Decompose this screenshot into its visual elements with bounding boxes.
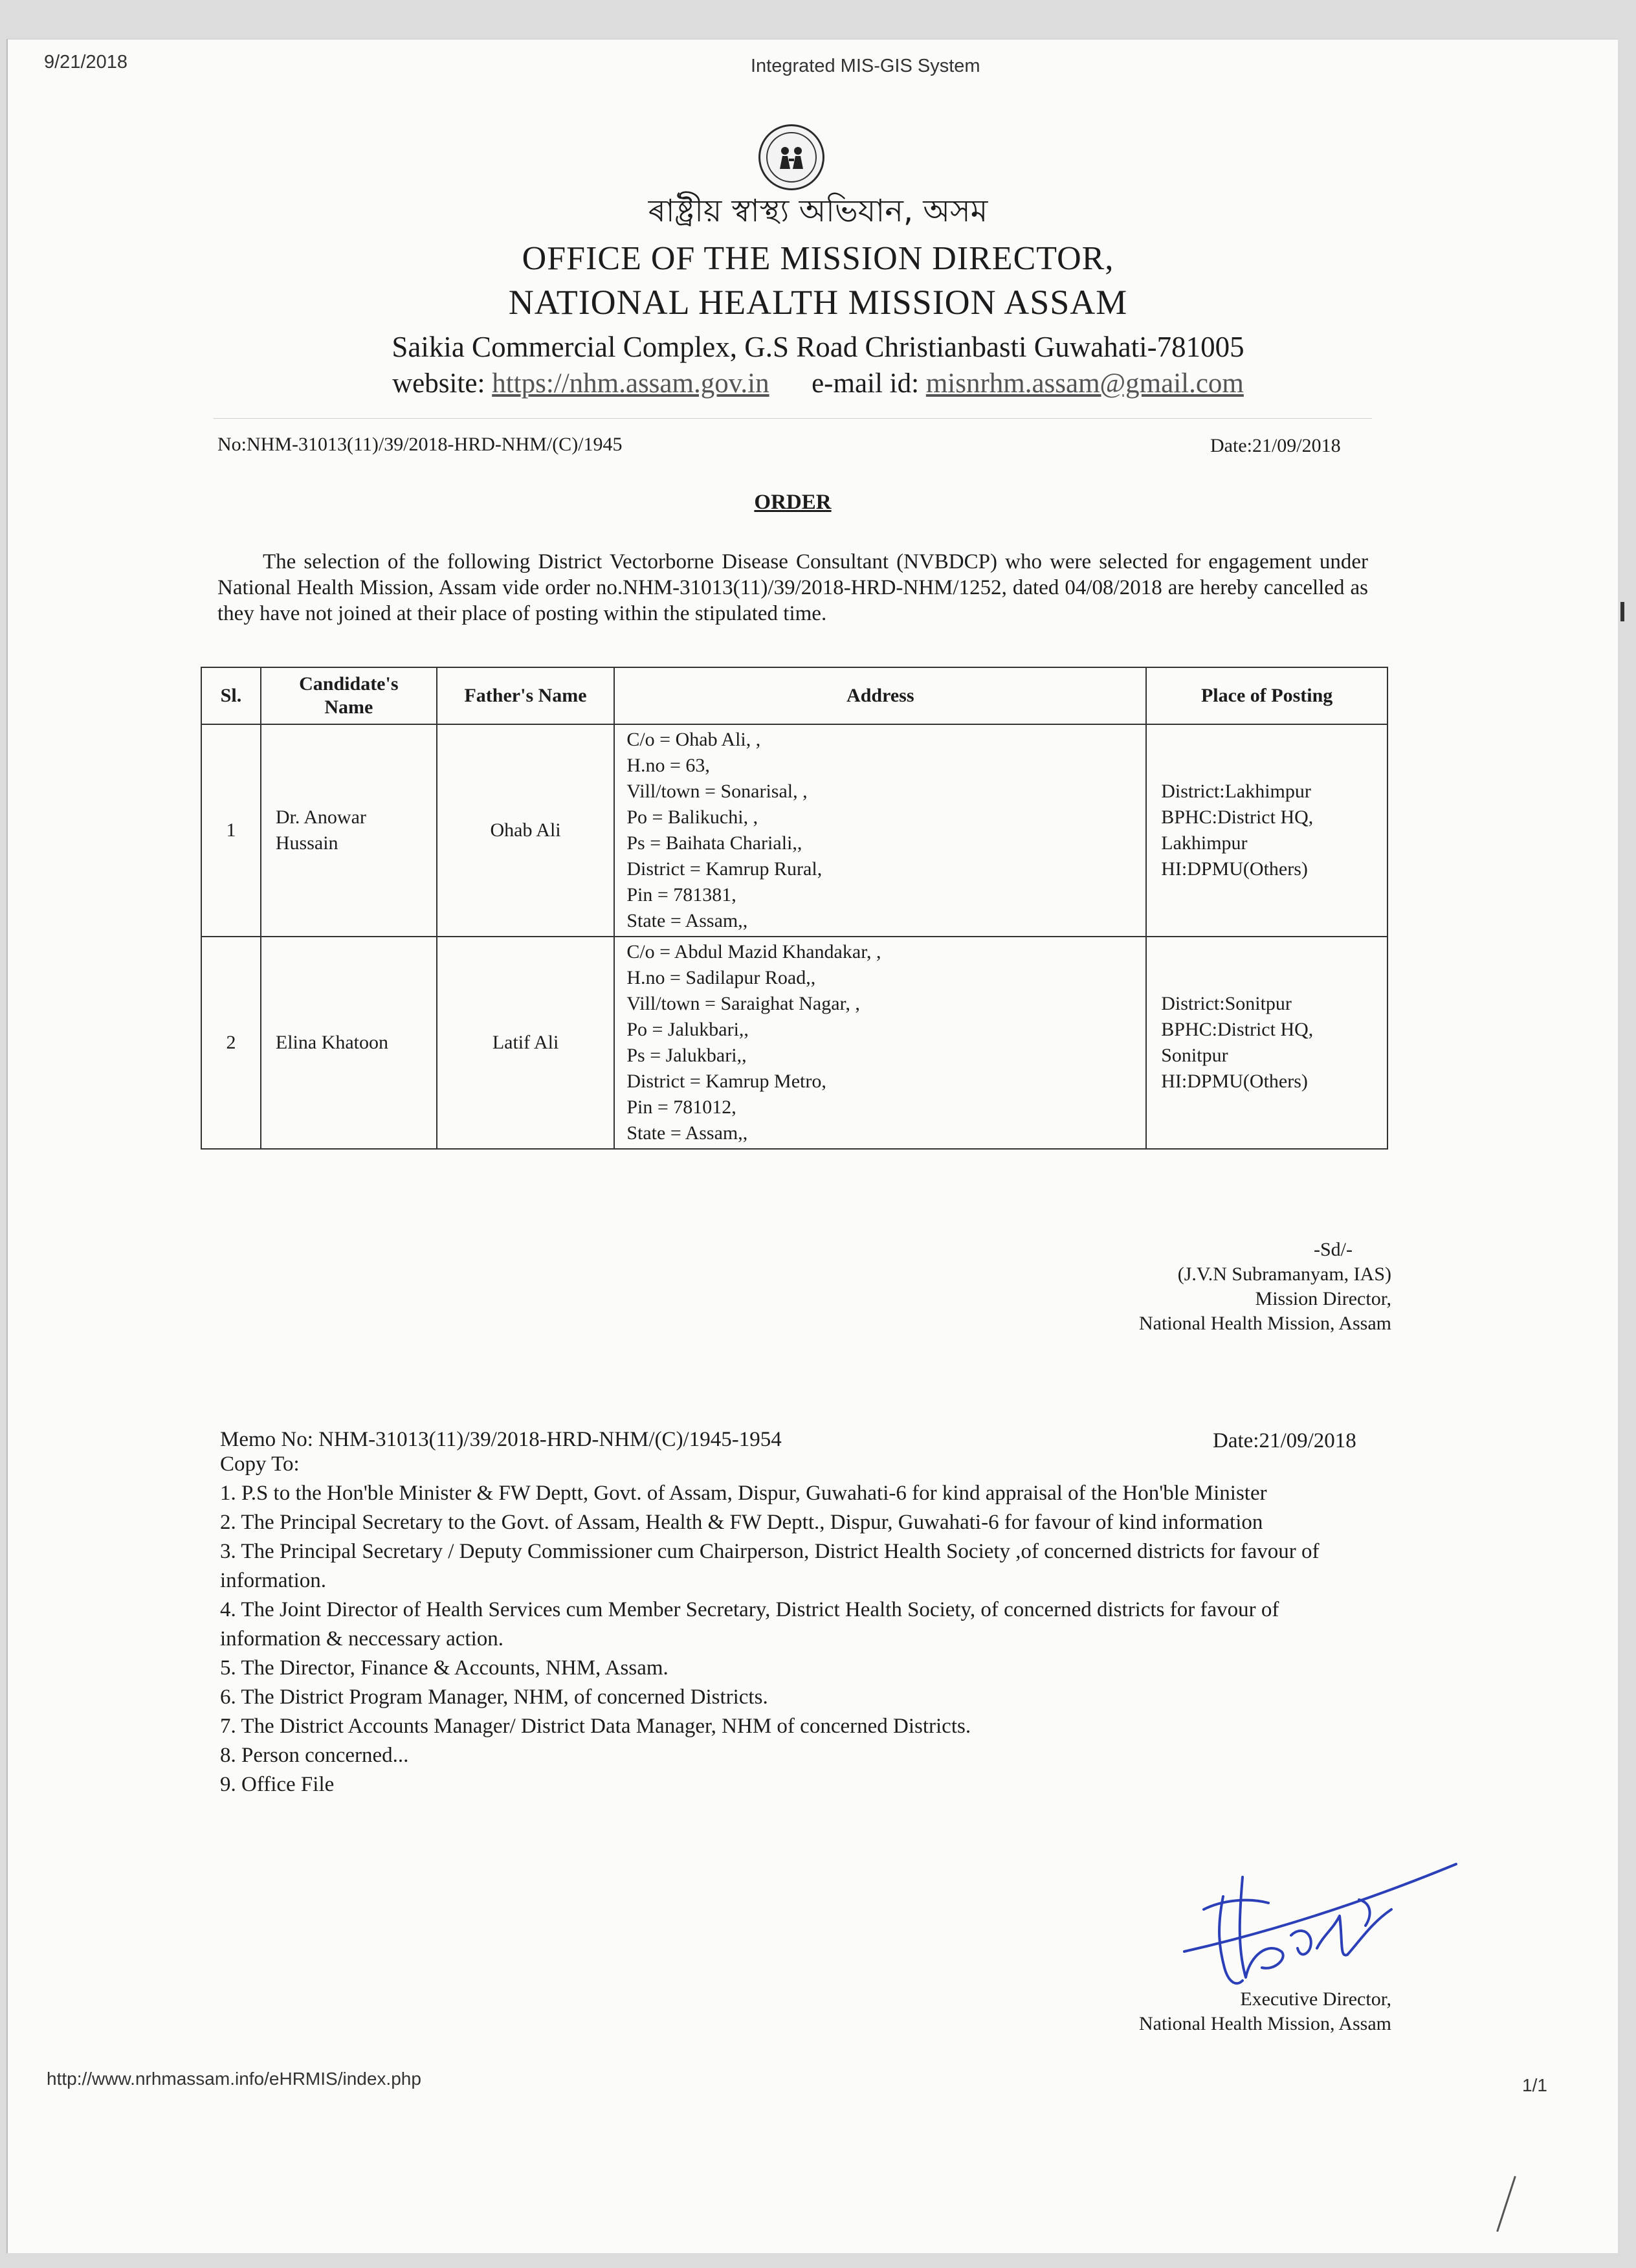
address-line: District = Kamrup Metro, (626, 1071, 826, 1092)
table-row (201, 724, 1387, 937)
col-header-father: Father's Name (437, 667, 615, 724)
table-row (201, 937, 1387, 1149)
col-header-address: Address (614, 667, 1146, 724)
signatory-name: (J.V.N Subramanyam, IAS) (1177, 1263, 1391, 1285)
posting-line: District:Lakhimpur (1161, 781, 1311, 802)
address-line: Ps = Jalukbari,, (626, 1045, 747, 1066)
row-candidate-name: Dr. Anowar Hussain (261, 724, 437, 937)
scan-mark (1620, 602, 1624, 621)
address-line: Po = Balikuchi, , (626, 806, 758, 828)
address-line: Vill/town = Sonarisal, , (626, 781, 808, 802)
address-line: Pin = 781381, (626, 884, 736, 906)
sd-mark: -Sd/- (1314, 1239, 1353, 1260)
executive-org: National Health Mission, Assam (1139, 2013, 1391, 2034)
copy-item: 7. The District Accounts Manager/ District Data Manager, NHM of concerned Districts. (220, 1715, 971, 1738)
row-candidate-name: Elina Khatoon (261, 937, 437, 1149)
address-line: Ps = Baihata Chariali,, (626, 832, 802, 854)
office-address: Saikia Commercial Complex, G.S Road Christianbasti Guwahati-781005 (392, 331, 1244, 363)
posting-line: HI:DPMU(Others) (1161, 858, 1308, 880)
address-line: State = Assam,, (626, 1122, 748, 1144)
address-line: C/o = Ohab Ali, , (626, 729, 761, 750)
table-header-row (201, 667, 1387, 724)
print-url: http://www.nrhmassam.info/eHRMIS/index.php (47, 2069, 421, 2089)
posting-line: Sonitpur (1161, 1045, 1228, 1066)
website-link[interactable]: https://nhm.assam.gov.in (492, 368, 769, 399)
executive-director-block (971, 1987, 1391, 2036)
posting-line: BPHC:District HQ, (1161, 806, 1314, 828)
row-address (614, 937, 1146, 1149)
posting-line: HI:DPMU(Others) (1161, 1071, 1308, 1092)
signatory-designation: Mission Director, (1255, 1288, 1391, 1309)
posting-line: Lakhimpur (1161, 832, 1248, 854)
address-line: District = Kamrup Rural, (626, 858, 823, 880)
address-line: State = Assam,, (626, 910, 748, 931)
row-father-name: Ohab Ali (437, 724, 615, 937)
col-header-name: Candidate's Name (261, 667, 437, 724)
row-posting (1146, 724, 1387, 937)
cancellation-table (201, 667, 1388, 1150)
posting-line: BPHC:District HQ, (1161, 1019, 1314, 1040)
order-body: The selection of the following District Vectorborne Disease Consultant (NVBDCP) who were selected for engagement under National Health Mission, Assam vide order no.NHM-31013(11)/39/2018-HRD-NHM/1252, dated 04/08/2018 are hereby cancelled as they have not joined at their place of posting within the stipulated time. (217, 550, 1368, 625)
signatory-org: National Health Mission, Assam (1139, 1313, 1391, 1334)
email-label: e-mail id: (812, 368, 920, 399)
memo-number: Memo No: NHM-31013(11)/39/2018-HRD-NHM/(C)/1945-1954 (220, 1428, 782, 1451)
address-line: H.no = 63, (626, 755, 710, 776)
row-posting (1146, 937, 1387, 1149)
copy-item: 4. The Joint Director of Health Services cum Member Secretary, District Health Society, of concerned districts for favour of information & neccessary action. (220, 1598, 1279, 1651)
print-date: 9/21/2018 (44, 52, 128, 72)
website-label: website: (392, 368, 485, 399)
handwritten-signature-icon (1178, 1838, 1476, 2007)
copy-item: 8. Person concerned... (220, 1744, 409, 1767)
row-sl: 1 (201, 724, 261, 937)
copy-to-list (220, 1450, 1378, 1799)
order-number: No:NHM-31013(11)/39/2018-HRD-NHM/(C)/1945 (217, 434, 623, 455)
copy-item: 9. Office File (220, 1773, 335, 1796)
memo-date: Date:21/09/2018 (1213, 1429, 1356, 1452)
posting-line: District:Sonitpur (1161, 993, 1292, 1014)
row-address (614, 724, 1146, 937)
address-line: Pin = 781012, (626, 1096, 736, 1118)
address-line: H.no = Sadilapur Road,, (626, 967, 816, 988)
copy-item: 5. The Director, Finance & Accounts, NHM, Assam. (220, 1656, 669, 1680)
bengali-title: ৰাষ্ট্ৰীয় স্বাস্থ্য অভিযান, অসম (648, 193, 988, 229)
contact-line (0, 368, 1636, 399)
email-link[interactable]: misnrhm.assam@gmail.com (925, 368, 1244, 399)
office-title: OFFICE OF THE MISSION DIRECTOR, (522, 240, 1114, 277)
col-header-sl: Sl. (201, 667, 261, 724)
mission-title: NATIONAL HEALTH MISSION ASSAM (508, 283, 1128, 322)
copy-item: 6. The District Program Manager, NHM, of concerned Districts. (220, 1685, 768, 1709)
col-header-posting: Place of Posting (1146, 667, 1387, 724)
copy-item: 2. The Principal Secretary to the Govt. of Assam, Health & FW Deptt., Dispur, Guwahati-6 for favour of kind information (220, 1511, 1263, 1534)
address-line: C/o = Abdul Mazid Khandakar, , (626, 941, 881, 962)
copy-item: 3. The Principal Secretary / Deputy Commissioner cum Chairperson, District Health Society ,of concerned districts for favour of information. (220, 1540, 1320, 1592)
order-title: ORDER (754, 491, 832, 514)
copy-item: 1. P.S to the Hon'ble Minister & FW Deptt, Govt. of Assam, Dispur, Guwahati-6 for kind appraisal of the Hon'ble Minister (220, 1482, 1267, 1505)
page-number: 1/1 (1522, 2075, 1547, 2095)
row-father-name: Latif Ali (437, 937, 615, 1149)
address-line: Vill/town = Saraighat Nagar, , (626, 993, 860, 1014)
mission-director-signature (971, 1238, 1391, 1336)
nhm-emblem-icon (758, 124, 824, 190)
order-date: Date:21/09/2018 (1210, 435, 1341, 456)
row-sl: 2 (201, 937, 261, 1149)
address-line: Po = Jalukbari,, (626, 1019, 749, 1040)
executive-designation: Executive Director, (1240, 1988, 1391, 2010)
print-system-title: Integrated MIS-GIS System (751, 56, 980, 76)
copy-to-label: Copy To: (220, 1452, 300, 1476)
letterhead-divider (214, 418, 1372, 419)
